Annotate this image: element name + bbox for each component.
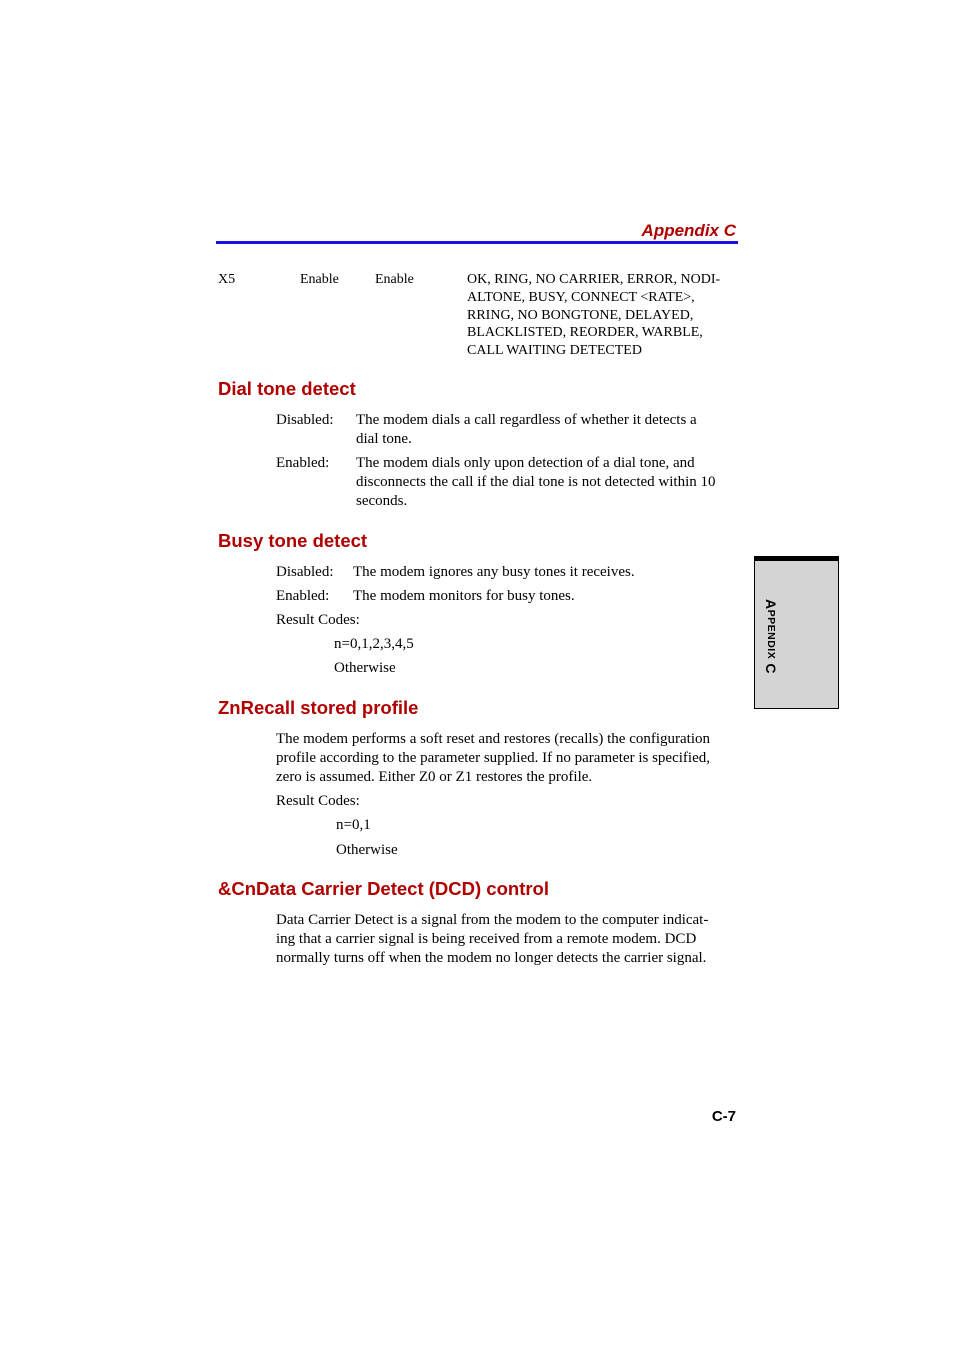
dial-disabled-text bbox=[356, 411, 746, 449]
busy-code-2: Otherwise bbox=[334, 660, 396, 676]
zn-code-1: n=0,1 bbox=[336, 817, 371, 833]
text-line: ing that a carrier signal is being received from a remote modem. DCD bbox=[276, 931, 697, 947]
table-cell-results bbox=[467, 271, 742, 360]
text-line: normally turns off when the modem no longer detects the carrier signal. bbox=[276, 950, 707, 966]
appendix-side-tab bbox=[754, 556, 839, 709]
busy-enabled-label: Enabled: bbox=[276, 588, 330, 604]
text-line: disconnects the call if the dial tone is not detected within 10 bbox=[356, 474, 716, 490]
section-heading-cn: &CnData Carrier Detect (DCD) control bbox=[218, 878, 549, 899]
result-line: RRING, NO BONGTONE, DELAYED, bbox=[467, 307, 694, 323]
zn-result-label: Result Codes: bbox=[276, 793, 360, 809]
text-line: The modem performs a soft reset and restores (recalls) the configuration bbox=[276, 731, 711, 747]
busy-result-label: Result Codes: bbox=[276, 612, 360, 628]
page-number: C-7 bbox=[711, 1108, 736, 1125]
table-cell-col2: Enable bbox=[300, 272, 339, 287]
result-line: OK, RING, NO CARRIER, ERROR, NODI- bbox=[467, 272, 721, 287]
text-line: The modem dials a call regardless of whether it detects a bbox=[356, 412, 697, 428]
section-heading-busy-tone: Busy tone detect bbox=[218, 530, 368, 551]
busy-enabled-text: The modem monitors for busy tones. bbox=[353, 588, 575, 604]
text-line: profile according to the parameter supplied. If no parameter is specified, bbox=[276, 750, 710, 766]
text-line: The modem dials only upon detection of a dial tone, and bbox=[356, 455, 695, 471]
dial-disabled-label: Disabled: bbox=[276, 412, 334, 428]
side-tab-label: APPENDIX C bbox=[763, 599, 779, 674]
header-rule bbox=[216, 241, 738, 244]
dial-enabled-label: Enabled: bbox=[276, 455, 330, 471]
dial-enabled-text bbox=[356, 454, 746, 511]
table-cell-command: X5 bbox=[218, 272, 236, 287]
result-line: CALL WAITING DETECTED bbox=[467, 343, 642, 359]
table-cell-col3: Enable bbox=[375, 272, 414, 287]
text-line: seconds. bbox=[356, 493, 408, 509]
text-line: zero is assumed. Either Z0 or Z1 restores the profile. bbox=[276, 769, 593, 785]
running-header: Appendix C bbox=[641, 221, 736, 240]
result-line: BLACKLISTED, REORDER, WARBLE, bbox=[467, 325, 703, 341]
cn-body bbox=[276, 911, 746, 968]
text-line: Data Carrier Detect is a signal from the modem to the computer indicat- bbox=[276, 912, 709, 928]
zn-body bbox=[276, 730, 746, 787]
busy-code-1: n=0,1,2,3,4,5 bbox=[334, 636, 414, 652]
section-heading-zn: ZnRecall stored profile bbox=[218, 697, 419, 718]
zn-code-2: Otherwise bbox=[336, 842, 398, 858]
busy-disabled-label: Disabled: bbox=[276, 564, 334, 580]
result-line: ALTONE, BUSY, CONNECT <RATE>, bbox=[467, 289, 695, 305]
busy-disabled-text: The modem ignores any busy tones it receives. bbox=[353, 564, 635, 580]
text-line: dial tone. bbox=[356, 431, 412, 447]
section-heading-dial-tone: Dial tone detect bbox=[218, 378, 356, 399]
